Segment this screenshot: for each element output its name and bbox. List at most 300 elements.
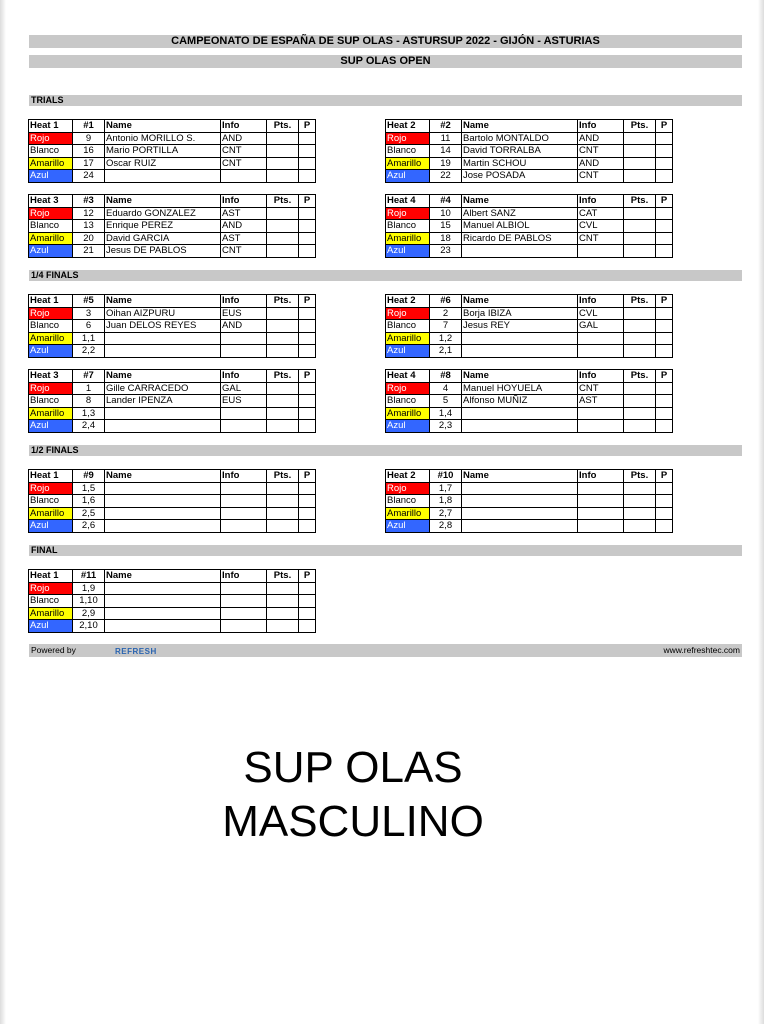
athlete-region <box>221 407 267 420</box>
position-cell <box>656 395 673 408</box>
seed: 1,8 <box>430 495 462 508</box>
points-column-header: Pts. <box>267 295 299 308</box>
heat-label: Heat 2 <box>386 120 430 133</box>
athlete-name: Jesus DE PABLOS <box>105 245 221 258</box>
refresh-logo: REFRESH <box>115 647 157 656</box>
position-cell <box>656 345 673 358</box>
points-cell <box>267 332 299 345</box>
page-edge-left <box>0 0 6 1024</box>
seed: 2 <box>430 307 462 320</box>
athlete-region: GAL <box>221 382 267 395</box>
table-row <box>29 320 316 333</box>
athlete-name: Oscar RUIZ <box>105 157 221 170</box>
points-cell <box>267 582 299 595</box>
position-cell <box>299 170 316 183</box>
position-cell <box>299 220 316 233</box>
info-column-header: Info <box>221 120 267 133</box>
athlete-region: CNT <box>578 382 624 395</box>
table-row <box>29 595 316 608</box>
heat-label: Heat 4 <box>386 370 430 383</box>
position-column-header: P <box>656 295 673 308</box>
athlete-name: Borja IBIZA <box>462 307 578 320</box>
seed: 2,5 <box>73 507 105 520</box>
athlete-name: Lander IPENZA <box>105 395 221 408</box>
heat-table-quarter-3 <box>28 369 316 433</box>
jersey-color: Blanco <box>386 145 430 158</box>
athlete-name: Manuel ALBIOL <box>462 220 578 233</box>
position-cell <box>299 157 316 170</box>
info-column-header: Info <box>578 370 624 383</box>
points-cell <box>624 395 656 408</box>
page-edge-right <box>758 0 764 1024</box>
name-column-header: Name <box>105 195 221 208</box>
points-cell <box>267 220 299 233</box>
table-row <box>386 207 673 220</box>
seed: 7 <box>430 320 462 333</box>
points-cell <box>267 132 299 145</box>
position-cell <box>299 345 316 358</box>
seed: 1,1 <box>73 332 105 345</box>
athlete-region <box>578 507 624 520</box>
seed: 16 <box>73 145 105 158</box>
athlete-name <box>105 170 221 183</box>
position-cell <box>656 420 673 433</box>
position-column-header: P <box>656 195 673 208</box>
table-row <box>29 157 316 170</box>
points-cell <box>624 495 656 508</box>
heat-table-trials-4 <box>385 194 673 258</box>
athlete-name <box>462 332 578 345</box>
name-column-header: Name <box>462 195 578 208</box>
jersey-color: Rojo <box>386 307 430 320</box>
position-cell <box>656 232 673 245</box>
position-cell <box>656 157 673 170</box>
seed: 17 <box>73 157 105 170</box>
athlete-name: David TORRALBA <box>462 145 578 158</box>
position-cell <box>656 207 673 220</box>
athlete-name: Antonio MORILLO S. <box>105 132 221 145</box>
points-cell <box>267 245 299 258</box>
athlete-name <box>462 407 578 420</box>
athlete-region: AND <box>578 132 624 145</box>
points-cell <box>267 320 299 333</box>
points-column-header: Pts. <box>267 120 299 133</box>
points-cell <box>624 207 656 220</box>
athlete-name <box>105 345 221 358</box>
championship-title: CAMPEONATO DE ESPAÑA DE SUP OLAS - ASTURSUP 2022 - GIJÓN - ASTURIAS <box>29 35 742 48</box>
jersey-color: Blanco <box>29 220 73 233</box>
table-row <box>386 232 673 245</box>
powered-by-label: Powered by <box>31 645 76 655</box>
athlete-region: EUS <box>221 307 267 320</box>
position-cell <box>656 320 673 333</box>
position-cell <box>656 145 673 158</box>
seed: 9 <box>73 132 105 145</box>
jersey-color: Azul <box>29 420 73 433</box>
jersey-color: Amarillo <box>29 507 73 520</box>
athlete-region <box>578 520 624 533</box>
table-row <box>386 332 673 345</box>
jersey-color: Blanco <box>29 145 73 158</box>
seed: 1,5 <box>73 482 105 495</box>
athlete-name <box>462 495 578 508</box>
athlete-name <box>105 420 221 433</box>
points-cell <box>624 320 656 333</box>
seed: 2,4 <box>73 420 105 433</box>
table-row <box>386 407 673 420</box>
athlete-region <box>221 345 267 358</box>
heat-header-row <box>29 570 316 583</box>
points-cell <box>267 595 299 608</box>
position-cell <box>299 395 316 408</box>
athlete-region <box>221 332 267 345</box>
table-row <box>29 482 316 495</box>
athlete-name <box>105 332 221 345</box>
table-row <box>386 345 673 358</box>
jersey-color: Blanco <box>386 395 430 408</box>
table-row <box>29 220 316 233</box>
athlete-name: Manuel HOYUELA <box>462 382 578 395</box>
position-cell <box>656 520 673 533</box>
athlete-region: CVL <box>578 220 624 233</box>
table-row <box>386 507 673 520</box>
heat-number: #1 <box>73 120 105 133</box>
athlete-region: AND <box>578 157 624 170</box>
heat-label: Heat 1 <box>29 570 73 583</box>
athlete-region <box>578 345 624 358</box>
athlete-name: Oihan AIZPURU <box>105 307 221 320</box>
athlete-region <box>221 595 267 608</box>
athlete-region: CNT <box>578 145 624 158</box>
position-cell <box>299 245 316 258</box>
athlete-name <box>462 507 578 520</box>
heat-label: Heat 4 <box>386 195 430 208</box>
info-column-header: Info <box>221 470 267 483</box>
heat-table-quarter-2 <box>385 294 673 358</box>
seed: 4 <box>430 382 462 395</box>
jersey-color: Blanco <box>386 320 430 333</box>
seed: 1,2 <box>430 332 462 345</box>
athlete-region <box>221 420 267 433</box>
points-cell <box>267 382 299 395</box>
table-row <box>29 520 316 533</box>
footer-url: www.refreshtec.com <box>663 645 740 655</box>
heat-number: #7 <box>73 370 105 383</box>
heat-label: Heat 1 <box>29 295 73 308</box>
points-cell <box>624 345 656 358</box>
seed: 18 <box>430 232 462 245</box>
seed: 21 <box>73 245 105 258</box>
heat-label: Heat 1 <box>29 120 73 133</box>
section-semi-finals: 1/2 FINALS <box>29 445 742 456</box>
position-cell <box>299 132 316 145</box>
seed: 15 <box>430 220 462 233</box>
jersey-color: Amarillo <box>29 332 73 345</box>
table-row <box>386 245 673 258</box>
points-cell <box>624 420 656 433</box>
seed: 1,7 <box>430 482 462 495</box>
table-row <box>29 207 316 220</box>
jersey-color: Azul <box>29 345 73 358</box>
info-column-header: Info <box>221 195 267 208</box>
athlete-name: Martin SCHOU <box>462 157 578 170</box>
jersey-color: Rojo <box>29 132 73 145</box>
points-cell <box>267 620 299 633</box>
athlete-region: CNT <box>221 145 267 158</box>
name-column-header: Name <box>105 370 221 383</box>
heat-header-row <box>386 470 673 483</box>
table-row <box>386 320 673 333</box>
athlete-name <box>105 507 221 520</box>
section-trials: TRIALS <box>29 95 742 106</box>
athlete-name <box>462 520 578 533</box>
heat-number: #2 <box>430 120 462 133</box>
jersey-color: Azul <box>386 345 430 358</box>
info-column-header: Info <box>221 370 267 383</box>
points-cell <box>267 345 299 358</box>
athlete-name: Eduardo GONZALEZ <box>105 207 221 220</box>
table-row <box>386 382 673 395</box>
athlete-name <box>105 407 221 420</box>
position-cell <box>656 332 673 345</box>
points-cell <box>624 220 656 233</box>
points-cell <box>267 482 299 495</box>
seed: 2,8 <box>430 520 462 533</box>
position-column-header: P <box>656 470 673 483</box>
table-row <box>386 520 673 533</box>
athlete-region: AST <box>578 395 624 408</box>
jersey-color: Amarillo <box>29 407 73 420</box>
jersey-color: Rojo <box>386 132 430 145</box>
seed: 24 <box>73 170 105 183</box>
points-cell <box>624 132 656 145</box>
position-column-header: P <box>299 295 316 308</box>
jersey-color: Amarillo <box>29 607 73 620</box>
athlete-region <box>221 607 267 620</box>
jersey-color: Amarillo <box>386 407 430 420</box>
seed: 1,3 <box>73 407 105 420</box>
seed: 6 <box>73 320 105 333</box>
athlete-region <box>221 495 267 508</box>
position-cell <box>656 507 673 520</box>
athlete-region: EUS <box>221 395 267 408</box>
table-row <box>386 220 673 233</box>
heat-label: Heat 2 <box>386 295 430 308</box>
jersey-color: Rojo <box>386 382 430 395</box>
jersey-color: Azul <box>29 520 73 533</box>
position-cell <box>299 307 316 320</box>
points-column-header: Pts. <box>267 195 299 208</box>
points-column-header: Pts. <box>624 370 656 383</box>
heat-number: #11 <box>73 570 105 583</box>
points-column-header: Pts. <box>267 370 299 383</box>
points-column-header: Pts. <box>624 295 656 308</box>
jersey-color: Rojo <box>386 207 430 220</box>
info-column-header: Info <box>578 195 624 208</box>
table-row <box>386 395 673 408</box>
table-row <box>29 232 316 245</box>
heat-number: #5 <box>73 295 105 308</box>
points-cell <box>267 407 299 420</box>
athlete-name: David GARCIA <box>105 232 221 245</box>
points-cell <box>267 307 299 320</box>
heat-table-quarter-1 <box>28 294 316 358</box>
heat-number: #8 <box>430 370 462 383</box>
seed: 11 <box>430 132 462 145</box>
seed: 3 <box>73 307 105 320</box>
athlete-region <box>578 245 624 258</box>
athlete-name <box>105 607 221 620</box>
athlete-region: CAT <box>578 207 624 220</box>
athlete-region <box>578 332 624 345</box>
jersey-color: Azul <box>386 170 430 183</box>
name-column-header: Name <box>462 120 578 133</box>
jersey-color: Azul <box>386 420 430 433</box>
athlete-name <box>462 482 578 495</box>
table-row <box>29 620 316 633</box>
seed: 1,10 <box>73 595 105 608</box>
seed: 1,6 <box>73 495 105 508</box>
table-row <box>386 132 673 145</box>
jersey-color: Blanco <box>386 495 430 508</box>
heat-header-row <box>29 295 316 308</box>
athlete-region: GAL <box>578 320 624 333</box>
points-cell <box>267 145 299 158</box>
position-cell <box>299 332 316 345</box>
athlete-name: Juan DELOS REYES <box>105 320 221 333</box>
points-column-header: Pts. <box>624 470 656 483</box>
athlete-region <box>221 170 267 183</box>
athlete-name <box>462 345 578 358</box>
table-row <box>29 582 316 595</box>
table-row <box>29 307 316 320</box>
jersey-color: Rojo <box>29 307 73 320</box>
athlete-region <box>578 495 624 508</box>
position-cell <box>656 220 673 233</box>
heat-table-trials-2 <box>385 119 673 183</box>
position-cell <box>656 482 673 495</box>
athlete-region <box>221 482 267 495</box>
table-row <box>29 420 316 433</box>
name-column-header: Name <box>105 570 221 583</box>
jersey-color: Azul <box>29 170 73 183</box>
position-column-header: P <box>299 470 316 483</box>
jersey-color: Amarillo <box>386 507 430 520</box>
seed: 2,7 <box>430 507 462 520</box>
position-cell <box>656 407 673 420</box>
table-row <box>386 420 673 433</box>
table-row <box>29 407 316 420</box>
table-row <box>29 132 316 145</box>
heat-header-row <box>386 370 673 383</box>
position-cell <box>656 245 673 258</box>
position-column-header: P <box>299 570 316 583</box>
points-cell <box>267 232 299 245</box>
heat-header-row <box>29 120 316 133</box>
athlete-name <box>462 245 578 258</box>
seed: 1,4 <box>430 407 462 420</box>
athlete-region <box>221 582 267 595</box>
position-cell <box>299 607 316 620</box>
jersey-color: Azul <box>29 620 73 633</box>
points-cell <box>624 232 656 245</box>
info-column-header: Info <box>578 120 624 133</box>
position-cell <box>656 132 673 145</box>
athlete-name <box>105 595 221 608</box>
seed: 1,9 <box>73 582 105 595</box>
athlete-name: Alfonso MUÑIZ <box>462 395 578 408</box>
heat-table-semi-2 <box>385 469 673 533</box>
athlete-name <box>105 495 221 508</box>
points-cell <box>624 245 656 258</box>
jersey-color: Blanco <box>386 220 430 233</box>
heat-label: Heat 1 <box>29 470 73 483</box>
name-column-header: Name <box>105 295 221 308</box>
athlete-region <box>578 420 624 433</box>
section-quarter-finals: 1/4 FINALS <box>29 270 742 281</box>
seed: 19 <box>430 157 462 170</box>
heat-table-trials-3 <box>28 194 316 258</box>
seed: 22 <box>430 170 462 183</box>
name-column-header: Name <box>462 295 578 308</box>
position-column-header: P <box>299 370 316 383</box>
athlete-name: Jose POSADA <box>462 170 578 183</box>
points-cell <box>624 157 656 170</box>
heat-table-semi-1 <box>28 469 316 533</box>
points-cell <box>267 170 299 183</box>
seed: 23 <box>430 245 462 258</box>
athlete-region: CNT <box>578 170 624 183</box>
heat-label: Heat 3 <box>29 195 73 208</box>
jersey-color: Rojo <box>386 482 430 495</box>
athlete-name <box>462 420 578 433</box>
points-cell <box>267 395 299 408</box>
position-column-header: P <box>656 370 673 383</box>
jersey-color: Rojo <box>29 482 73 495</box>
heat-header-row <box>29 370 316 383</box>
seed: 1 <box>73 382 105 395</box>
athlete-name <box>105 620 221 633</box>
athlete-name: Mario PORTILLA <box>105 145 221 158</box>
section-final: FINAL <box>29 545 742 556</box>
athlete-name: Bartolo MONTALDO <box>462 132 578 145</box>
points-cell <box>624 520 656 533</box>
points-column-header: Pts. <box>624 195 656 208</box>
info-column-header: Info <box>221 570 267 583</box>
points-cell <box>624 145 656 158</box>
seed: 20 <box>73 232 105 245</box>
athlete-region <box>221 520 267 533</box>
heat-table-trials-1 <box>28 119 316 183</box>
info-column-header: Info <box>578 470 624 483</box>
points-cell <box>624 170 656 183</box>
position-column-header: P <box>656 120 673 133</box>
seed: 2,3 <box>430 420 462 433</box>
heat-number: #9 <box>73 470 105 483</box>
athlete-region: CNT <box>221 245 267 258</box>
heat-label: Heat 3 <box>29 370 73 383</box>
athlete-name <box>105 582 221 595</box>
position-cell <box>299 145 316 158</box>
athlete-region: AST <box>221 207 267 220</box>
jersey-color: Rojo <box>29 382 73 395</box>
position-cell <box>656 495 673 508</box>
table-row <box>29 170 316 183</box>
name-column-header: Name <box>462 370 578 383</box>
caption-line-2: MASCULINO <box>222 797 484 846</box>
seed: 2,10 <box>73 620 105 633</box>
heat-number: #3 <box>73 195 105 208</box>
